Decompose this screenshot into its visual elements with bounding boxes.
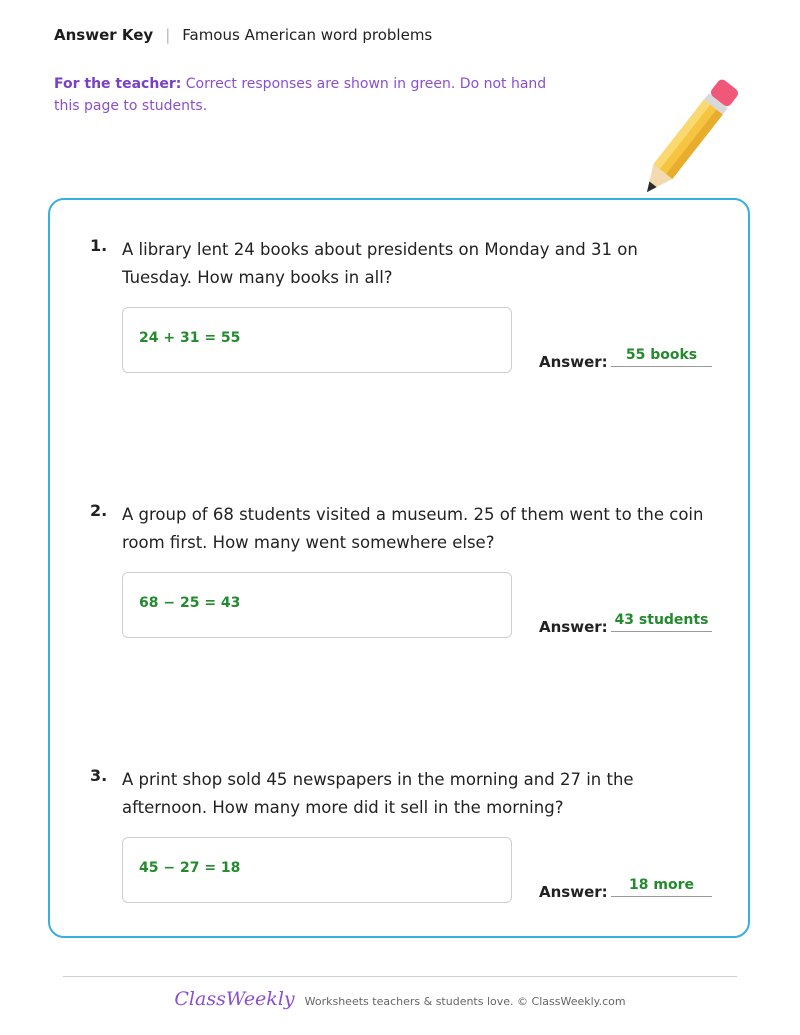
problem-number: 2.: [90, 501, 108, 520]
work-box[interactable]: [122, 572, 512, 638]
answer-label: Answer:: [539, 618, 608, 636]
answer-label: Answer:: [539, 353, 608, 371]
answer-line[interactable]: [611, 366, 712, 367]
problems-card: [48, 198, 750, 938]
answer-label: Answer:: [539, 883, 608, 901]
page-footer: [0, 988, 800, 1010]
work-equation: 45 − 27 = 18: [139, 860, 241, 876]
problem-question: A print shop sold 45 newspapers in the morning and 27 in the afternoon. How many more did it sell in the morning?: [122, 770, 634, 817]
page-header: [54, 26, 432, 44]
answer-line[interactable]: [611, 631, 712, 632]
answer-value: 18 more: [629, 877, 694, 893]
answer-line[interactable]: [611, 896, 712, 897]
answer-key-label: Answer Key: [54, 26, 154, 44]
brand-logo: ClassWeekly: [174, 988, 295, 1010]
answer-value: 55 books: [625, 347, 698, 363]
problem-number: 1.: [90, 236, 108, 255]
footer-divider: [63, 976, 737, 977]
teacher-note-text: Correct responses are shown in green. Do not hand this page to students.: [54, 76, 547, 114]
work-box[interactable]: [122, 307, 512, 373]
problem-number: 3.: [90, 766, 108, 785]
footer-tagline: Worksheets teachers & students love. © ClassWeekly.com: [304, 995, 626, 1008]
work-equation: 24 + 31 = 55: [139, 330, 241, 346]
worksheet-title: Famous American word problems: [182, 26, 433, 44]
answer-value: 43 students: [614, 612, 709, 628]
problem-question: A library lent 24 books about presidents on Monday and 31 on Tuesday. How many books in all?: [122, 240, 638, 287]
teacher-note-label: For the teacher:: [54, 76, 182, 92]
pencil-icon: [620, 72, 760, 202]
work-equation: 68 − 25 = 43: [139, 595, 241, 611]
problem-question: A group of 68 students visited a museum. 25 of them went to the coin room first. How many went somewhere else?: [122, 505, 704, 552]
teacher-note: [54, 73, 574, 117]
header-separator: |: [165, 26, 171, 44]
work-box[interactable]: [122, 837, 512, 903]
